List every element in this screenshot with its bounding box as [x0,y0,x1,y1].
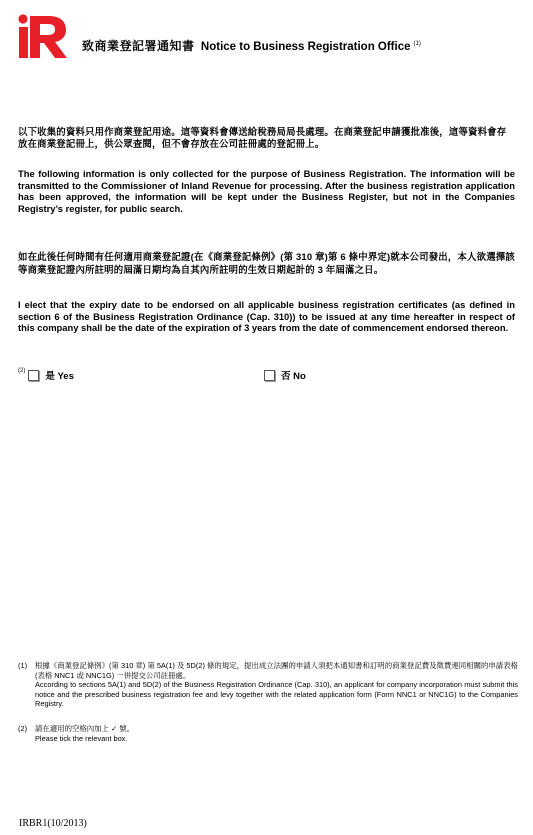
options-note-ref: (2) [18,368,26,374]
election-cn: 如在此後任何時間有任何適用商業登記證(在《商業登記條例》(第 310 章)第 6 條中界定)就本公司發出，本人欲選擇該等商業登記證內所註明的屆滿日期均為自其內所註明的生效日期起計的 3 年屆滿之日。 [18,251,515,275]
note-2-en: Please tick the relevant box. [35,733,128,743]
note-2-number: (2) [18,724,28,733]
election-en: I elect that the expiry date to be endorsed on all applicable business registration certificates (as defined in section 6 of the Business Registration Ordinance (Cap. 310)) to be issued at any time hereafter in respect of this company shall be the date of the expiration of 3 years from the date of commencement endorsed thereon. [18,299,515,334]
title-note-ref: (1) [413,41,421,48]
note-1-en: According to sections 5A(1) and 5D(2) of the Business Registration Ordinance (Cap. 310), an applicant for company incorporation must submit this notice and the prescribed business registration fee and levy together with the related application form (Form NNC1 or NNC1G) to the Companies Registry. [35,680,518,709]
page-title-cn: 致商業登記署通知書 [82,39,195,53]
note-1-cn: 根據《商業登記條例》(第 310 章) 第 5A(1) 及 5D(2) 條的規定，提出成立法團的申請人須把本通知書和訂明的商業登記費及徵費連同相關的申請表格 (表格 NNC1 或 NNC1G) 一併提交公司註冊處。 [35,661,518,680]
ird-logo [16,13,68,59]
option-yes [18,368,74,382]
form-code: IRBR1(10/2013) [19,818,87,829]
yes-checkbox[interactable] [28,370,39,381]
no-checkbox[interactable] [264,370,275,381]
note-2-cn: 請在適用的空格內加上 ✓ 號。 [35,724,134,733]
note-1 [18,661,518,709]
note-1-number: (1) [18,661,28,670]
yes-label: 是 Yes [45,371,74,382]
note-2 [18,724,518,743]
page-title-en: Notice to Business Registration Office [200,41,411,53]
page-title [82,37,421,54]
option-no [264,368,306,382]
intro-en: The following information is only collected for the purpose of Business Registration. The information will be transmitted to the Commissioner of Inland Revenue for processing. After the business registration application has been approved, the information will be kept under the Business Register, but not in the Companies Registry’s register, for public search. [18,168,515,214]
no-label: 否 No [281,371,306,382]
intro-cn: 以下收集的資料只用作商業登記用途。這等資料會傳送給稅務局局長處理。在商業登記申請獲批准後，這等資料會存放在商業登記冊上，供公眾查閱，但不會存放在公司註冊處的登記冊上。 [18,126,507,149]
